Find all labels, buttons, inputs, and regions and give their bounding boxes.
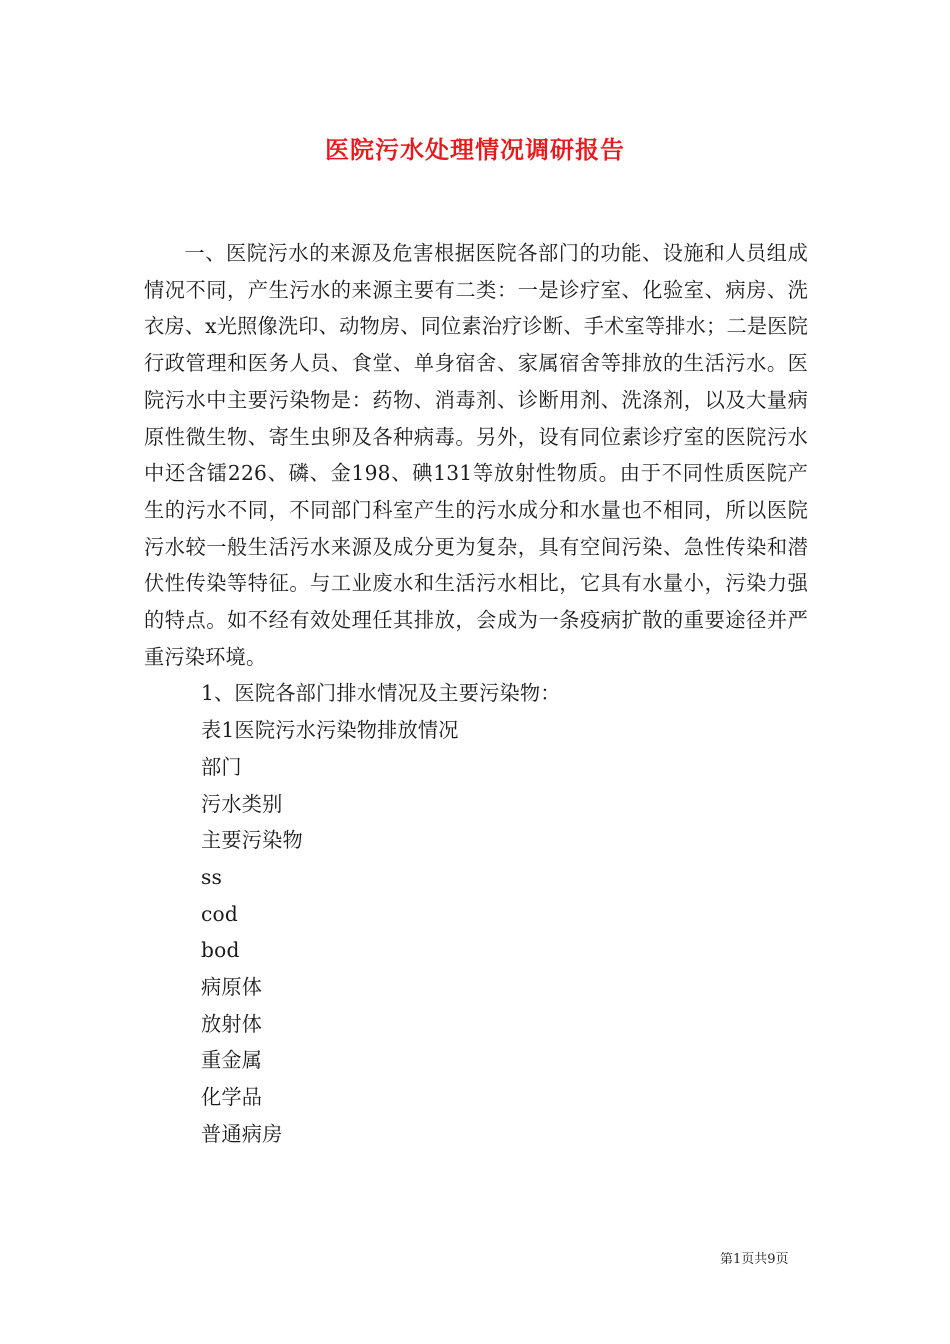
document-title: 医院污水处理情况调研报告 bbox=[325, 135, 625, 164]
table-line-general-ward: 普通病房 bbox=[201, 1121, 283, 1146]
page-indicator: 第1页共9页 bbox=[720, 1252, 789, 1267]
table-line-main-pollutants: 主要污染物 bbox=[201, 828, 303, 853]
table-line-heavy-metal: 重金属 bbox=[201, 1048, 263, 1073]
intro-paragraph: 一、医院污水的来源及危害根据医院各部门的功能、设施和人员组成情况不同，产生污水的来源主要有二类：一是诊疗室、化验室、病房、洗衣房、x光照像洗印、动物房、同位素治疗诊断、手术室等排水；二是医院行政管理和医务人员、食堂、单身宿舍、家属宿舍等排放的生活污水。医院污水中主要污染物是：药物、消毒剂、诊断用剂、洗涤剂，以及大量病原性微生物、寄生虫卵及各种病毒。另外，设有同位素诊疗室的医院污水中还含镭226、磷、金198、碘131等放射性物质。由于不同性质医院产生的污水不同，不同部门科室产生的污水成分和水量也不相同，所以医院污水较一般生活污水来源及成分更为复杂，具有空间污染、急性传染和潜伏性传染等特征。与工业废水和生活污水相比，它具有水量小，污染力强的特点。如不经有效处理任其排放，会成为一条疫病扩散的重要途径并严重污染环境。 bbox=[144, 241, 808, 669]
table-line-radioactive: 放射体 bbox=[201, 1011, 263, 1036]
document-body bbox=[144, 235, 808, 1153]
table-caption: 表1医院污水污染物排放情况 bbox=[201, 718, 459, 743]
table-line-cod: cod bbox=[201, 901, 238, 926]
table-line-ss: ss bbox=[201, 864, 223, 889]
table-line-department: 部门 bbox=[201, 754, 242, 779]
table-line-bod: bod bbox=[201, 938, 240, 963]
table-line-chemical: 化学品 bbox=[201, 1085, 263, 1110]
table-line-pathogen: 病原体 bbox=[201, 975, 263, 1000]
table-line-sewage-type: 污水类别 bbox=[201, 791, 283, 816]
section-heading: 1、医院各部门排水情况及主要污染物： bbox=[201, 681, 561, 706]
